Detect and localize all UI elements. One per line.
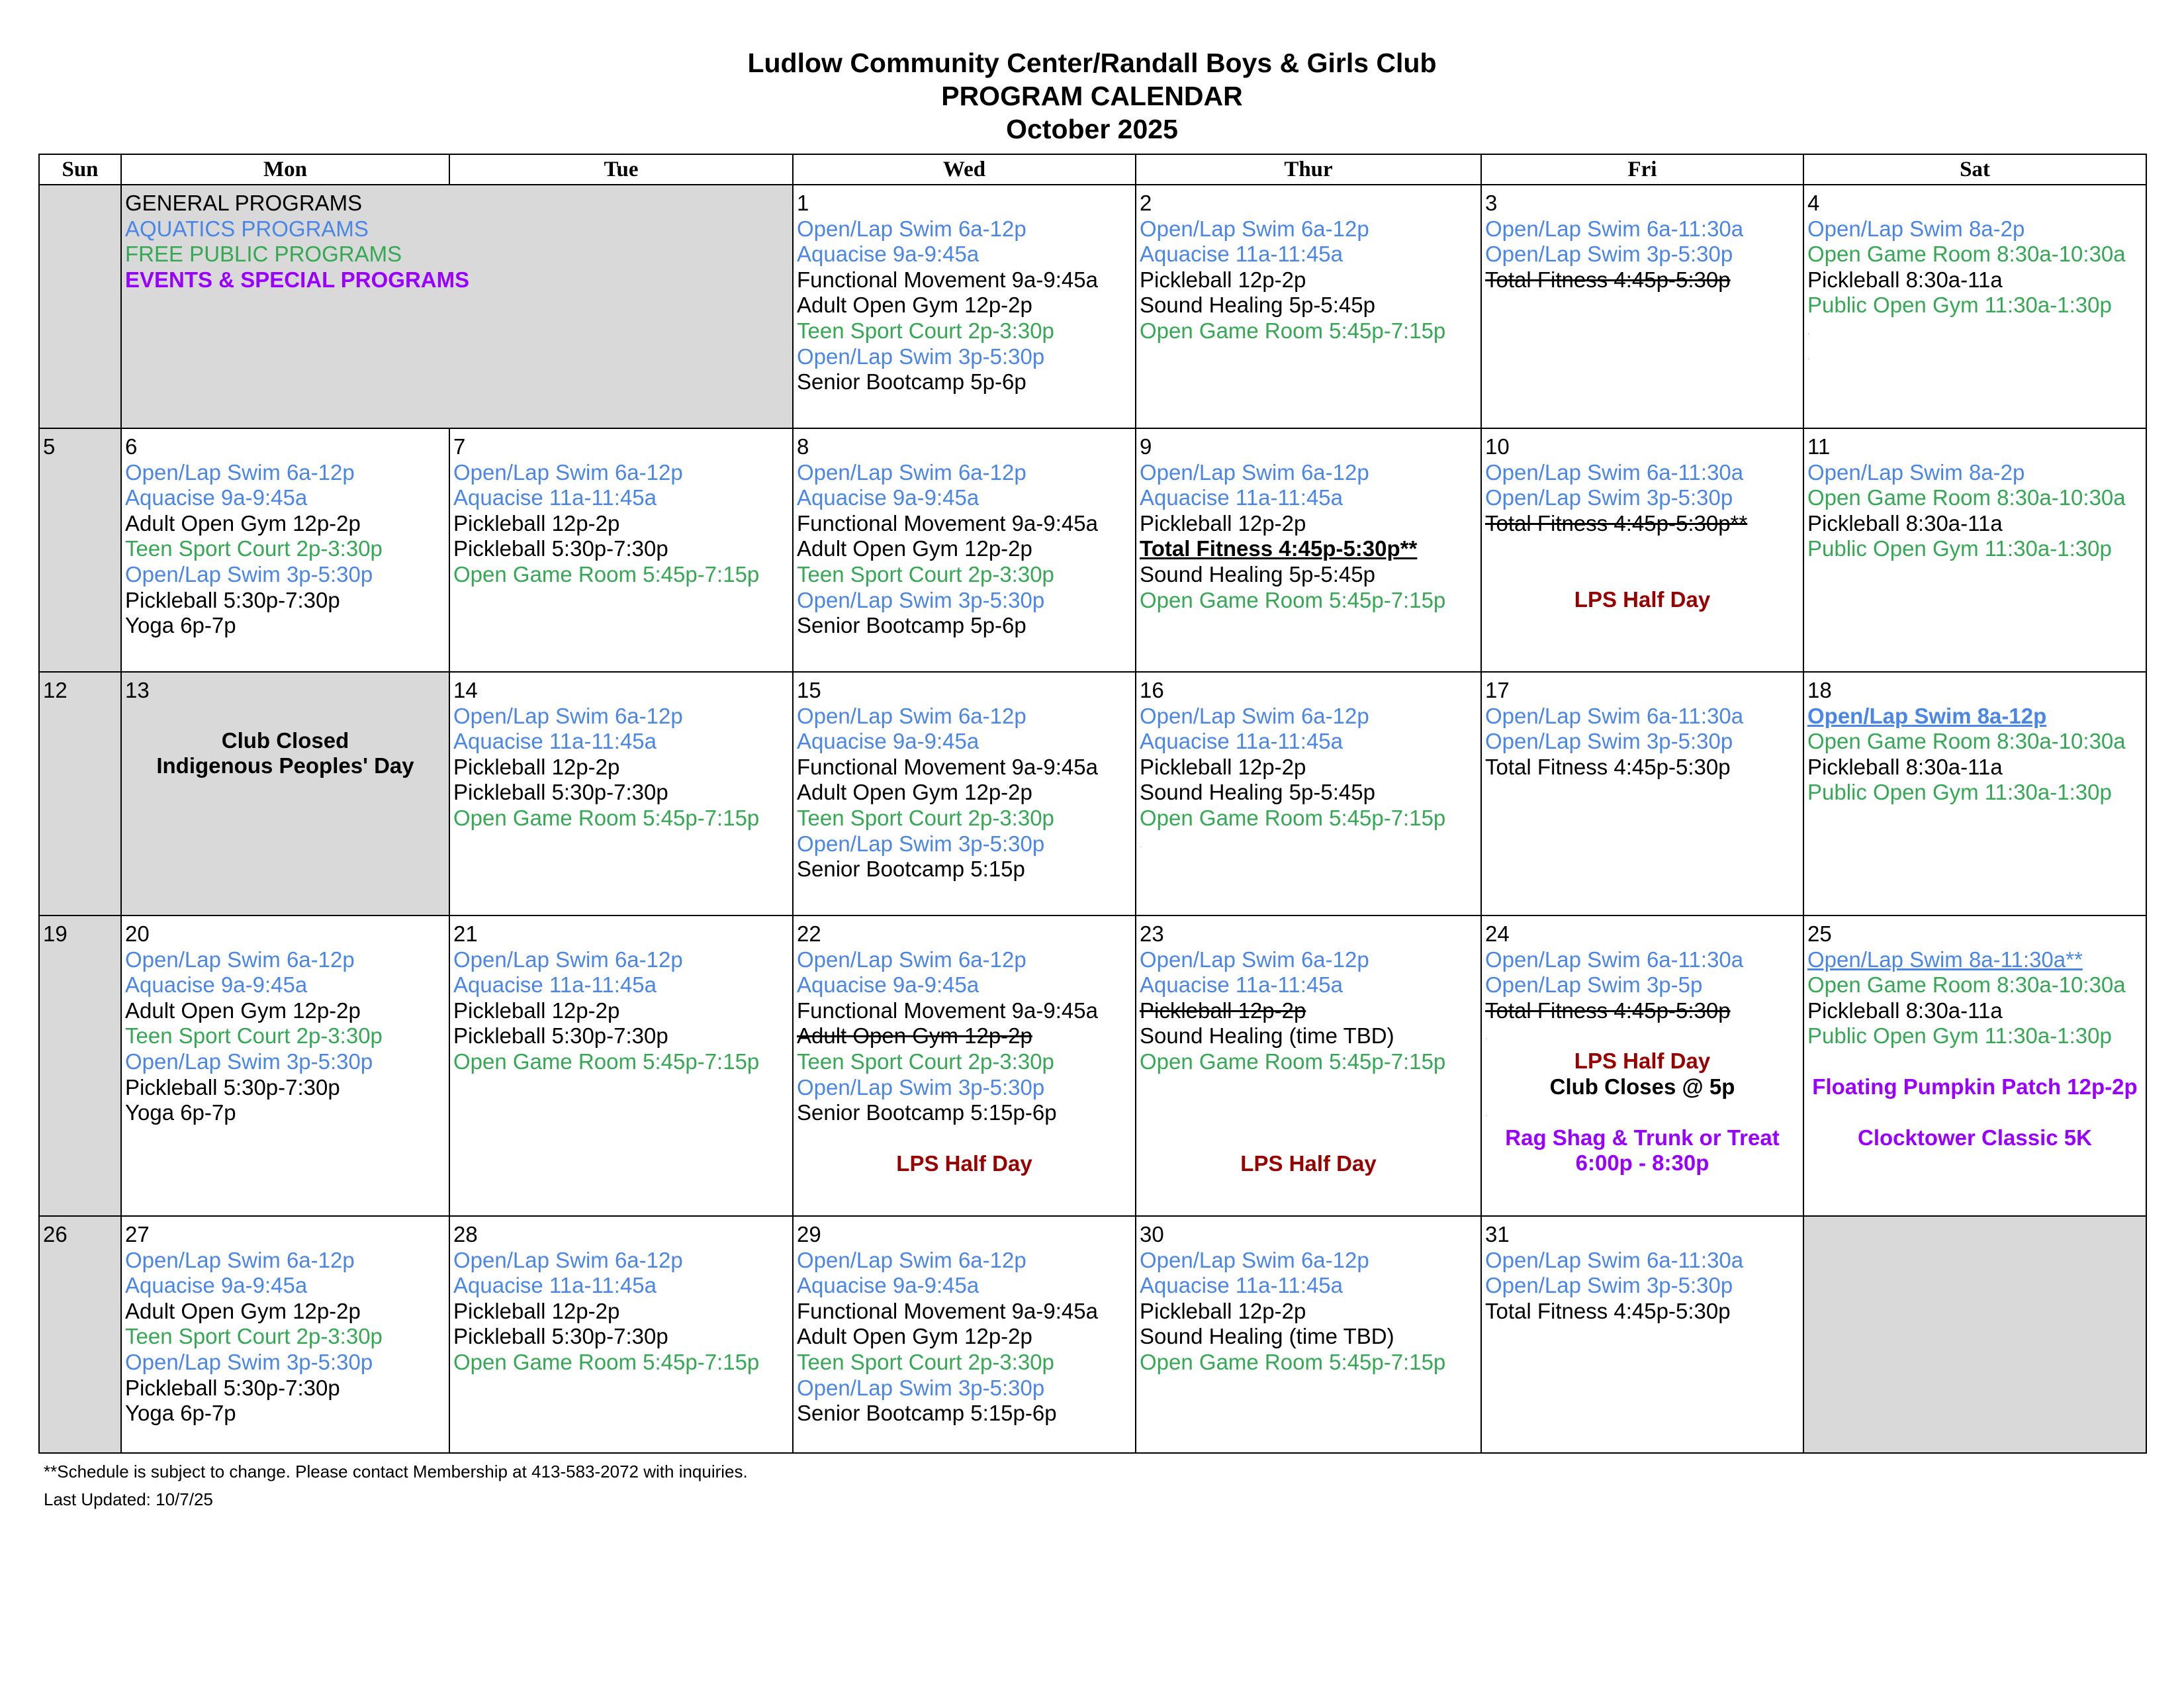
program-entry: Yoga 6p-7p xyxy=(125,613,236,638)
day-number: 29 xyxy=(797,1222,821,1246)
program-entry: Open/Lap Swim 3p-5:30p xyxy=(125,1049,373,1074)
lps-half-day-note: LPS Half Day xyxy=(1574,1049,1711,1074)
program-entry: Pickleball 8:30a-11a xyxy=(1807,510,2003,536)
program-entry: Open/Lap Swim 6a-12p xyxy=(1140,216,1369,241)
day-cell-5 xyxy=(39,428,121,672)
day-number: 14 xyxy=(453,678,478,702)
program-entry: Senior Bootcamp 5p-6p xyxy=(797,613,1026,638)
calendar-header xyxy=(0,46,2184,146)
program-entry: Open/Lap Swim 6a-11:30a xyxy=(1485,703,1744,728)
program-entry: Open/Lap Swim 6a-12p xyxy=(453,947,683,972)
day-number: 18 xyxy=(1807,678,1832,702)
program-entry: Adult Open Gym 12p-2p xyxy=(797,293,1032,318)
day-cell-8 xyxy=(793,428,1136,672)
program-entry: Aquacise 11a-11:45a xyxy=(453,972,657,998)
program-entry: Open/Lap Swim 3p-5:30p xyxy=(797,1074,1045,1100)
program-entry: Open/Lap Swim 6a-12p xyxy=(1140,459,1369,485)
program-entry: Aquacise 9a-9:45a xyxy=(797,729,979,754)
program-entry: Functional Movement 9a-9:45a xyxy=(797,1298,1098,1323)
program-entry: Sound Healing (time TBD) xyxy=(1140,1324,1394,1349)
spacer-dot: . xyxy=(1485,1031,1488,1042)
program-entry: Teen Sport Court 2p-3:30p xyxy=(125,536,383,561)
program-entry: Open/Lap Swim 6a-12p xyxy=(797,703,1026,728)
cancelled-program-entry: Adult Open Gym 12p-2p xyxy=(797,1023,1032,1049)
program-entry: Open/Lap Swim 3p-5:30p xyxy=(125,1349,373,1374)
program-entry: Open/Lap Swim 6a-12p xyxy=(453,703,683,728)
day-number: 28 xyxy=(453,1222,478,1246)
program-entry: Open Game Room 8:30a-10:30a xyxy=(1807,485,2126,510)
empty-day-cell xyxy=(39,185,121,428)
legend-events: EVENTS & SPECIAL PROGRAMS xyxy=(125,267,470,292)
program-entry: Teen Sport Court 2p-3:30p xyxy=(797,805,1054,830)
day-cell-2 xyxy=(1136,185,1481,428)
program-entry: Open/Lap Swim 3p-5:30p xyxy=(1485,485,1733,510)
cancelled-program-entry: Total Fitness 4:45p-5:30p xyxy=(1485,998,1731,1023)
day-number: 4 xyxy=(1807,191,1820,215)
program-entry: Aquacise 11a-11:45a xyxy=(453,729,657,754)
day-number: 22 xyxy=(797,921,821,946)
program-entry: Aquacise 9a-9:45a xyxy=(797,972,979,998)
day-number: 6 xyxy=(125,434,138,459)
program-entry: Open/Lap Swim 6a-12p xyxy=(1140,1247,1369,1272)
program-entry: Pickleball 12p-2p xyxy=(1140,754,1306,779)
legend-aquatics: AQUATICS PROGRAMS xyxy=(125,216,369,241)
spacer xyxy=(1485,536,1799,587)
club-closed-label: Club Closed xyxy=(221,727,349,753)
calendar-table xyxy=(38,154,2147,1454)
program-entry: Teen Sport Court 2p-3:30p xyxy=(125,1324,383,1349)
program-entry: Open/Lap Swim 3p-5:30p xyxy=(797,344,1045,369)
program-entry: Pickleball 12p-2p xyxy=(1140,510,1306,536)
cancelled-program-entry: Total Fitness 4:45p-5:30p** xyxy=(1485,510,1748,536)
program-entry: Open/Lap Swim 8a-2p xyxy=(1807,459,2025,485)
program-entry: Aquacise 9a-9:45a xyxy=(797,1273,979,1298)
program-entry: Open/Lap Swim 3p-5:30p xyxy=(797,831,1045,856)
program-entry: Pickleball 5:30p-7:30p xyxy=(453,1324,668,1349)
program-entry: Sound Healing (time TBD) xyxy=(1140,1023,1394,1049)
program-entry: Pickleball 5:30p-7:30p xyxy=(125,1074,340,1100)
program-entry: Aquacise 11a-11:45a xyxy=(1140,729,1343,754)
program-entry: Total Fitness 4:45p-5:30p xyxy=(1485,1298,1731,1323)
program-entry: Functional Movement 9a-9:45a xyxy=(797,754,1098,779)
program-entry: Open/Lap Swim 6a-12p xyxy=(1140,703,1369,728)
day-cell-23 xyxy=(1136,915,1481,1216)
week-row xyxy=(39,672,2146,915)
program-entry: Open Game Room 5:45p-7:15p xyxy=(453,561,760,586)
week-row xyxy=(39,1216,2146,1453)
program-entry: Pickleball 12p-2p xyxy=(453,754,620,779)
program-entry: Total Fitness 4:45p-5:30p xyxy=(1485,754,1731,779)
week-row xyxy=(39,428,2146,672)
day-cell-11 xyxy=(1803,428,2146,672)
program-entry: Open Game Room 5:45p-7:15p xyxy=(1140,587,1446,612)
day-cell-3 xyxy=(1481,185,1803,428)
highlighted-program-entry: Open/Lap Swim 8a-11:30a** xyxy=(1807,947,2083,972)
program-entry: Open Game Room 8:30a-10:30a xyxy=(1807,729,2126,754)
program-entry: Aquacise 11a-11:45a xyxy=(453,1273,657,1298)
last-updated: Last Updated: 10/7/25 xyxy=(44,1489,213,1509)
event-title: Clocktower Classic 5K xyxy=(1858,1125,2092,1150)
day-number: 31 xyxy=(1485,1222,1510,1246)
program-entry: Adult Open Gym 12p-2p xyxy=(797,780,1032,805)
program-entry: Open Game Room 5:45p-7:15p xyxy=(1140,1049,1446,1074)
weekday-thu: Thur xyxy=(1136,154,1481,185)
program-entry: Pickleball 5:30p-7:30p xyxy=(125,587,340,612)
program-entry: Open/Lap Swim 6a-12p xyxy=(797,947,1026,972)
program-entry: Open/Lap Swim 8a-2p xyxy=(1807,216,2025,241)
program-entry: Adult Open Gym 12p-2p xyxy=(797,536,1032,561)
program-entry: Teen Sport Court 2p-3:30p xyxy=(125,1023,383,1049)
program-entry: Functional Movement 9a-9:45a xyxy=(797,510,1098,536)
day-number: 12 xyxy=(43,678,68,702)
program-entry: Open Game Room 5:45p-7:15p xyxy=(453,805,760,830)
program-entry: Pickleball 8:30a-11a xyxy=(1807,267,2003,292)
program-entry: Aquacise 9a-9:45a xyxy=(125,1273,308,1298)
day-number: 2 xyxy=(1140,191,1152,215)
club-closes-note: Club Closes @ 5p xyxy=(1549,1074,1735,1099)
day-number: 3 xyxy=(1485,191,1498,215)
day-cell-24 xyxy=(1481,915,1803,1216)
lps-half-day-note: LPS Half Day xyxy=(1574,587,1711,612)
program-entry: Open/Lap Swim 6a-12p xyxy=(453,1247,683,1272)
program-entry: Adult Open Gym 12p-2p xyxy=(125,510,361,536)
empty-day-cell xyxy=(1803,1216,2146,1453)
program-entry: Pickleball 12p-2p xyxy=(453,1298,620,1323)
day-cell-22 xyxy=(793,915,1136,1216)
program-entry: Senior Bootcamp 5:15p xyxy=(797,857,1025,882)
program-entry: Open/Lap Swim 6a-12p xyxy=(1140,947,1369,972)
program-entry: Open/Lap Swim 6a-12p xyxy=(797,1247,1026,1272)
highlighted-program-entry: Total Fitness 4:45p-5:30p** xyxy=(1140,536,1418,561)
week-row xyxy=(39,915,2146,1216)
program-entry: Open/Lap Swim 6a-11:30a xyxy=(1485,459,1744,485)
weekday-wed: Wed xyxy=(793,154,1136,185)
program-entry: Pickleball 5:30p-7:30p xyxy=(453,780,668,805)
header-month: October 2025 xyxy=(1006,114,1178,144)
program-entry: Open/Lap Swim 6a-11:30a xyxy=(1485,216,1744,241)
day-cell-13 xyxy=(121,672,449,915)
day-number: 10 xyxy=(1485,434,1510,459)
day-cell-10 xyxy=(1481,428,1803,672)
program-entry: Open/Lap Swim 6a-11:30a xyxy=(1485,947,1744,972)
program-entry: Open/Lap Swim 3p-5:30p xyxy=(797,587,1045,612)
header-title: Ludlow Community Center/Randall Boys & Girls Club xyxy=(747,48,1437,78)
program-entry: Teen Sport Court 2p-3:30p xyxy=(797,1049,1054,1074)
program-entry: Aquacise 11a-11:45a xyxy=(1140,1273,1343,1298)
holiday-label: Indigenous Peoples' Day xyxy=(156,753,414,778)
cancelled-program-entry: Total Fitness 4:45p-5:30p xyxy=(1485,267,1731,292)
program-entry: Pickleball 12p-2p xyxy=(453,510,620,536)
lps-half-day-note: LPS Half Day xyxy=(896,1150,1032,1176)
cancelled-program-entry: Pickleball 12p-2p xyxy=(1140,998,1306,1023)
program-entry: Adult Open Gym 12p-2p xyxy=(797,1324,1032,1349)
day-number: 25 xyxy=(1807,921,1832,946)
day-number: 19 xyxy=(43,921,68,946)
day-number: 1 xyxy=(797,191,809,215)
program-entry: Aquacise 11a-11:45a xyxy=(1140,242,1343,267)
legend-free: FREE PUBLIC PROGRAMS xyxy=(125,242,402,267)
day-cell-27 xyxy=(121,1216,449,1453)
weekday-header-row xyxy=(39,154,2146,185)
program-entry: Pickleball 12p-2p xyxy=(453,998,620,1023)
day-cell-30 xyxy=(1136,1216,1481,1453)
day-cell-1 xyxy=(793,185,1136,428)
program-entry: Aquacise 11a-11:45a xyxy=(453,485,657,510)
program-entry: Aquacise 9a-9:45a xyxy=(125,485,308,510)
weekday-sat: Sat xyxy=(1803,154,2146,185)
event-title: Floating Pumpkin Patch 12p-2p xyxy=(1812,1074,2138,1099)
day-number: 7 xyxy=(453,434,466,459)
spacer xyxy=(125,704,445,722)
program-entry: Sound Healing 5p-5:45p xyxy=(1140,780,1375,805)
program-entry: Open/Lap Swim 3p-5:30p xyxy=(797,1375,1045,1400)
spacer-dot: . xyxy=(1807,325,1810,336)
program-entry: Adult Open Gym 12p-2p xyxy=(125,1298,361,1323)
day-number: 30 xyxy=(1140,1222,1164,1246)
program-entry: Pickleball 5:30p-7:30p xyxy=(453,1023,668,1049)
weekday-tue: Tue xyxy=(449,154,793,185)
program-entry: Sound Healing 5p-5:45p xyxy=(1140,293,1375,318)
day-cell-20 xyxy=(121,915,449,1216)
program-entry: Pickleball 5:30p-7:30p xyxy=(453,536,668,561)
program-entry: Yoga 6p-7p xyxy=(125,1401,236,1426)
spacer-dot: . xyxy=(1140,838,1142,849)
day-number: 21 xyxy=(453,921,478,946)
program-entry: Senior Bootcamp 5p-6p xyxy=(797,369,1026,395)
program-entry: Public Open Gym 11:30a-1:30p xyxy=(1807,1023,2112,1049)
spacer xyxy=(1807,1100,2142,1125)
program-entry: Open/Lap Swim 6a-12p xyxy=(453,459,683,485)
legend-general: GENERAL PROGRAMS xyxy=(125,191,363,215)
schedule-disclaimer: **Schedule is subject to change. Please contact Membership at 413-583-2072 with inquiries. xyxy=(44,1462,748,1481)
day-number: 20 xyxy=(125,921,150,946)
day-number: 26 xyxy=(43,1222,68,1246)
day-cell-4 xyxy=(1803,185,2146,428)
day-cell-18 xyxy=(1803,672,2146,915)
program-entry: Open/Lap Swim 3p-5:30p xyxy=(1485,242,1733,267)
program-entry: Open Game Room 8:30a-10:30a xyxy=(1807,972,2126,998)
weekday-fri: Fri xyxy=(1481,154,1803,185)
weekday-sun: Sun xyxy=(39,154,121,185)
day-number: 5 xyxy=(43,434,56,459)
program-entry: Open/Lap Swim 3p-5:30p xyxy=(125,561,373,586)
event-title: Rag Shag & Trunk or Treat xyxy=(1505,1125,1780,1150)
program-entry: Open Game Room 8:30a-10:30a xyxy=(1807,242,2126,267)
day-number: 23 xyxy=(1140,921,1164,946)
day-cell-14 xyxy=(449,672,793,915)
program-entry: Senior Bootcamp 5:15p-6p xyxy=(797,1100,1057,1125)
day-cell-17 xyxy=(1481,672,1803,915)
week-row xyxy=(39,185,2146,428)
program-entry: Open/Lap Swim 3p-5p xyxy=(1485,972,1703,998)
program-entry: Open/Lap Swim 6a-11:30a xyxy=(1485,1247,1744,1272)
program-entry: Open Game Room 5:45p-7:15p xyxy=(453,1349,760,1374)
lps-half-day-note: LPS Half Day xyxy=(1240,1150,1377,1176)
program-entry: Open/Lap Swim 6a-12p xyxy=(797,216,1026,241)
program-entry: Open/Lap Swim 6a-12p xyxy=(125,459,355,485)
program-entry: Pickleball 8:30a-11a xyxy=(1807,998,2003,1023)
highlighted-program-entry: Open/Lap Swim 8a-12p xyxy=(1807,703,2047,728)
program-entry: Pickleball 5:30p-7:30p xyxy=(125,1375,340,1400)
day-number: 15 xyxy=(797,678,821,702)
day-cell-12 xyxy=(39,672,121,915)
program-entry: Aquacise 11a-11:45a xyxy=(1140,972,1343,998)
spacer xyxy=(1807,1049,2142,1074)
program-entry: Open Game Room 5:45p-7:15p xyxy=(1140,318,1446,343)
program-entry: Aquacise 9a-9:45a xyxy=(797,485,979,510)
day-cell-25 xyxy=(1803,915,2146,1216)
event-time: 6:00p - 8:30p xyxy=(1575,1150,1709,1176)
program-entry: Pickleball 12p-2p xyxy=(1140,1298,1306,1323)
program-entry: Adult Open Gym 12p-2p xyxy=(125,998,361,1023)
day-number: 13 xyxy=(125,678,150,702)
program-entry: Pickleball 8:30a-11a xyxy=(1807,754,2003,779)
program-entry: Aquacise 9a-9:45a xyxy=(797,242,979,267)
day-number: 24 xyxy=(1485,921,1510,946)
program-entry: Open/Lap Swim 3p-5:30p xyxy=(1485,1273,1733,1298)
program-entry: Open/Lap Swim 6a-12p xyxy=(125,1247,355,1272)
program-entry: Functional Movement 9a-9:45a xyxy=(797,998,1098,1023)
program-entry: Open/Lap Swim 6a-12p xyxy=(125,947,355,972)
program-entry: Pickleball 12p-2p xyxy=(1140,267,1306,292)
program-entry: Yoga 6p-7p xyxy=(125,1100,236,1125)
day-cell-7 xyxy=(449,428,793,672)
day-cell-16 xyxy=(1136,672,1481,915)
day-cell-31 xyxy=(1481,1216,1803,1453)
program-entry: Public Open Gym 11:30a-1:30p xyxy=(1807,293,2112,318)
program-entry: Senior Bootcamp 5:15p-6p xyxy=(797,1401,1057,1426)
spacer xyxy=(797,1126,1132,1151)
day-cell-29 xyxy=(793,1216,1136,1453)
day-cell-26 xyxy=(39,1216,121,1453)
day-cell-28 xyxy=(449,1216,793,1453)
spacer xyxy=(1140,1075,1477,1151)
program-entry: Functional Movement 9a-9:45a xyxy=(797,267,1098,292)
program-entry: Public Open Gym 11:30a-1:30p xyxy=(1807,536,2112,561)
day-number: 8 xyxy=(797,434,809,459)
program-entry: Open/Lap Swim 6a-12p xyxy=(797,459,1026,485)
day-cell-21 xyxy=(449,915,793,1216)
program-entry: Teen Sport Court 2p-3:30p xyxy=(797,561,1054,586)
program-entry: Sound Healing 5p-5:45p xyxy=(1140,561,1375,586)
program-entry: Teen Sport Court 2p-3:30p xyxy=(797,318,1054,343)
program-entry: Public Open Gym 11:30a-1:30p xyxy=(1807,780,2112,805)
header-subtitle: PROGRAM CALENDAR xyxy=(941,81,1243,111)
program-entry: Aquacise 11a-11:45a xyxy=(1140,485,1343,510)
program-entry: Open Game Room 5:45p-7:15p xyxy=(1140,805,1446,830)
spacer-dot: . xyxy=(1807,350,1810,361)
day-number: 11 xyxy=(1807,434,1831,459)
day-number: 9 xyxy=(1140,434,1152,459)
day-cell-19 xyxy=(39,915,121,1216)
day-number: 17 xyxy=(1485,678,1510,702)
day-number: 27 xyxy=(125,1222,150,1246)
legend-cell xyxy=(121,185,793,428)
program-entry: Teen Sport Court 2p-3:30p xyxy=(797,1349,1054,1374)
weekday-mon: Mon xyxy=(121,154,449,185)
day-cell-15 xyxy=(793,672,1136,915)
day-number: 16 xyxy=(1140,678,1164,702)
program-entry: Open Game Room 5:45p-7:15p xyxy=(1140,1349,1446,1374)
spacer-dot: . xyxy=(1485,1107,1488,1118)
day-cell-6 xyxy=(121,428,449,672)
program-entry: Open Game Room 5:45p-7:15p xyxy=(453,1049,760,1074)
day-cell-9 xyxy=(1136,428,1481,672)
program-entry: Open/Lap Swim 3p-5:30p xyxy=(1485,729,1733,754)
program-entry: Aquacise 9a-9:45a xyxy=(125,972,308,998)
